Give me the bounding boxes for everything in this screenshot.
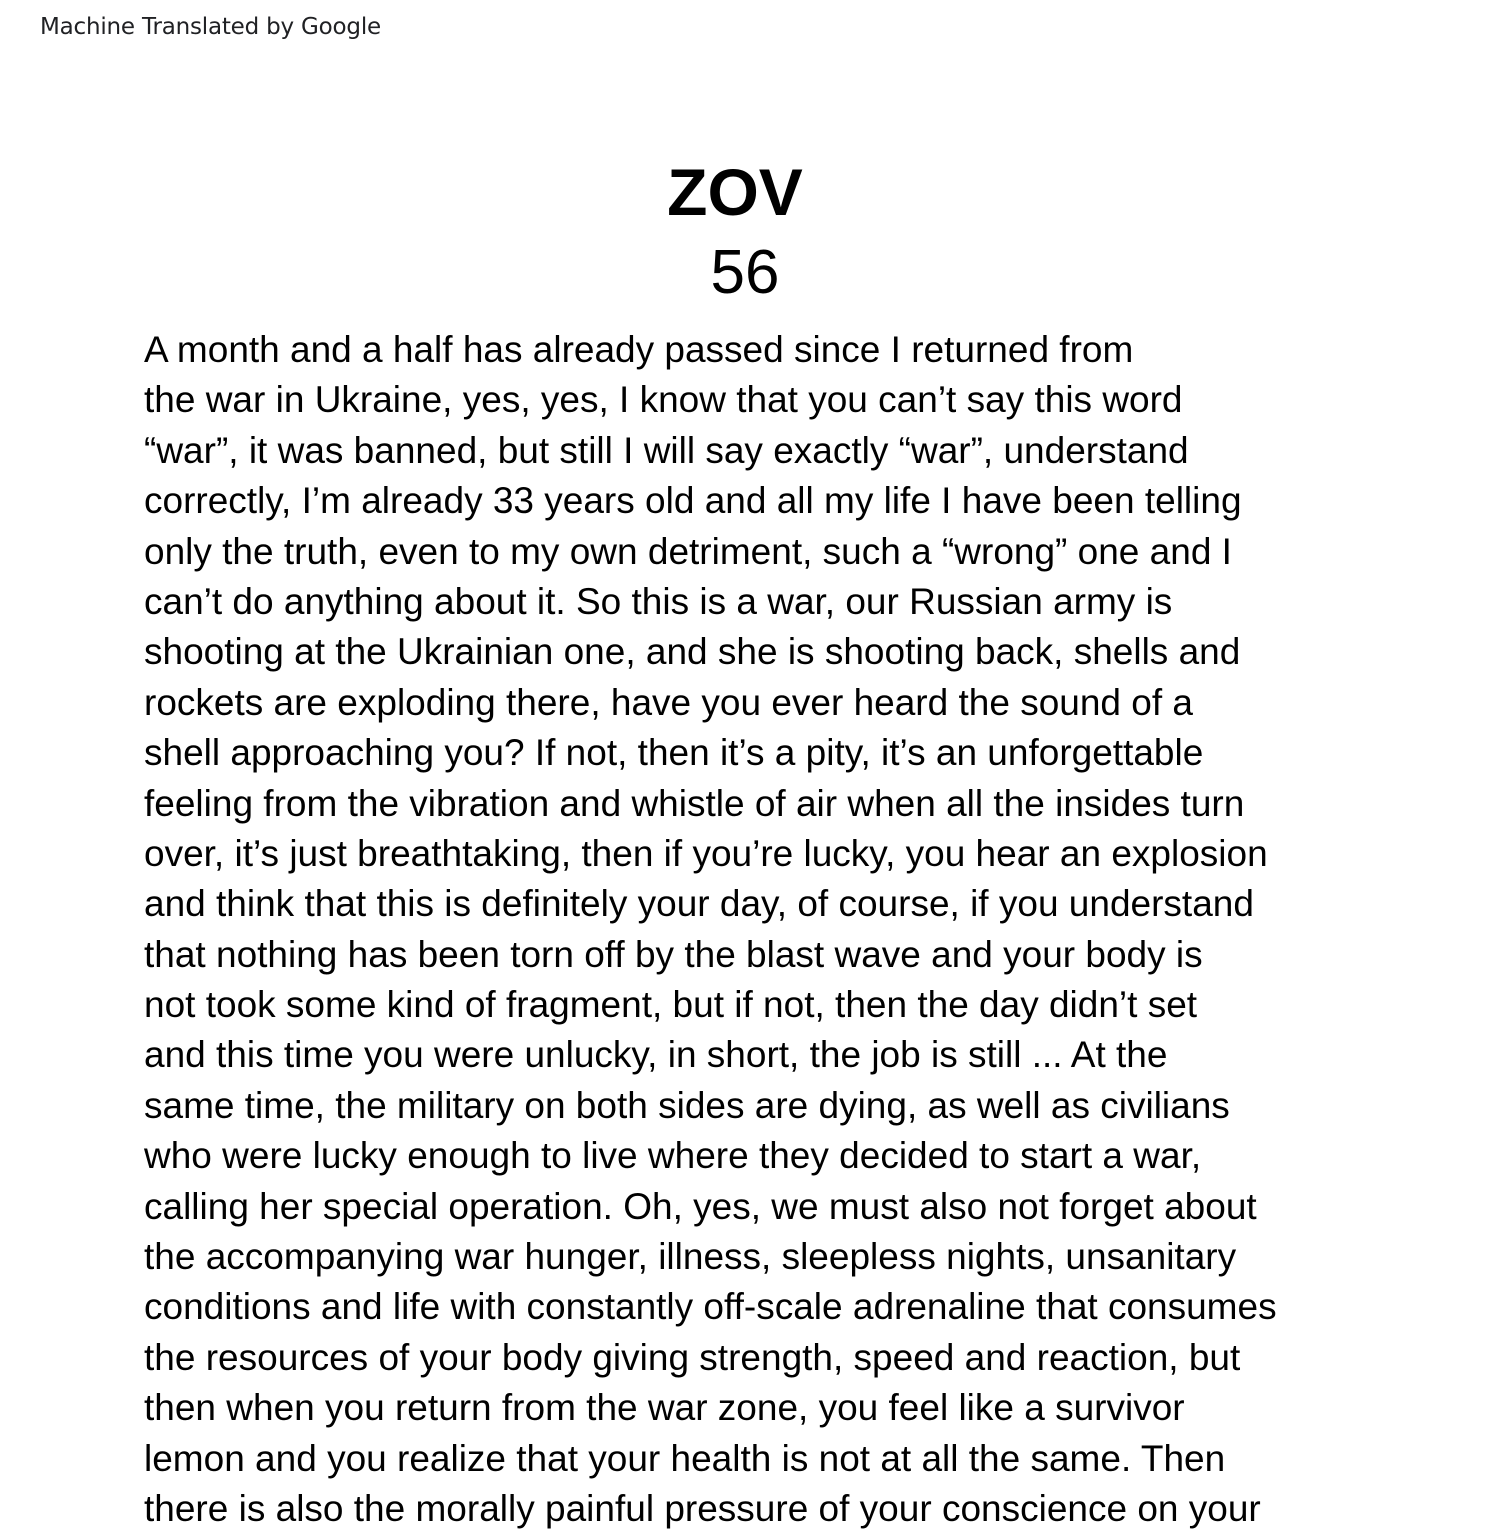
text-line: the resources of your body giving strength, speed and reaction, but bbox=[144, 1336, 1241, 1378]
text-line: correctly, I’m already 33 years old and all my life I have been telling bbox=[144, 480, 1242, 522]
text-line: who were lucky enough to live where they decided to start a war, bbox=[144, 1135, 1202, 1177]
text-line: can’t do anything about it. So this is a war, our Russian army is bbox=[144, 580, 1173, 622]
text-line: rockets are exploding there, have you ever heard the sound of a bbox=[144, 681, 1194, 723]
text-line: the war in Ukraine, yes, yes, I know that you can’t say this word bbox=[144, 379, 1183, 421]
text-line: that nothing has been torn off by the blast wave and your body is bbox=[144, 933, 1203, 975]
text-line: same time, the military on both sides are dying, as well as civilians bbox=[144, 1084, 1230, 1126]
text-line: conditions and life with constantly off-scale adrenaline that consumes bbox=[144, 1286, 1277, 1328]
text-line: calling her special operation. Oh, yes, we must also not forget about bbox=[144, 1185, 1257, 1227]
text-line: shell approaching you? If not, then it’s a pity, it’s an unforgettable bbox=[144, 732, 1204, 774]
text-line: and think that this is definitely your day, of course, if you understand bbox=[144, 883, 1254, 925]
text-line: A month and a half has already passed since I returned from bbox=[144, 329, 1134, 370]
page-number: 56 bbox=[710, 238, 780, 307]
text-line: then when you return from the war zone, you feel like a survivor bbox=[144, 1387, 1185, 1429]
text-line: “war”, it was banned, but still I will say exactly “war”, understand bbox=[144, 429, 1189, 471]
text-line: and this time you were unlucky, in short, the job is still ... At the bbox=[144, 1034, 1168, 1076]
text-line: not took some kind of fragment, but if not, then the day didn’t set bbox=[144, 984, 1198, 1026]
text-line: lemon and you realize that your health is not at all the same. Then bbox=[144, 1437, 1226, 1479]
body-text bbox=[144, 325, 1474, 1534]
machine-translation-banner: Machine Translated by Google bbox=[40, 14, 381, 40]
text-line: only the truth, even to my own detriment, such a “wrong” one and I bbox=[144, 530, 1232, 572]
text-line: over, it’s just breathtaking, then if you’re lucky, you hear an explosion bbox=[144, 832, 1268, 874]
text-line: the accompanying war hunger, illness, sleepless nights, unsanitary bbox=[144, 1236, 1237, 1278]
text-line: feeling from the vibration and whistle of air when all the insides turn bbox=[144, 782, 1245, 824]
document-title: ZOV bbox=[667, 155, 803, 229]
text-line: there is also the morally painful pressure of your conscience on your bbox=[144, 1487, 1261, 1529]
text-line: shooting at the Ukrainian one, and she is shooting back, shells and bbox=[144, 631, 1241, 673]
